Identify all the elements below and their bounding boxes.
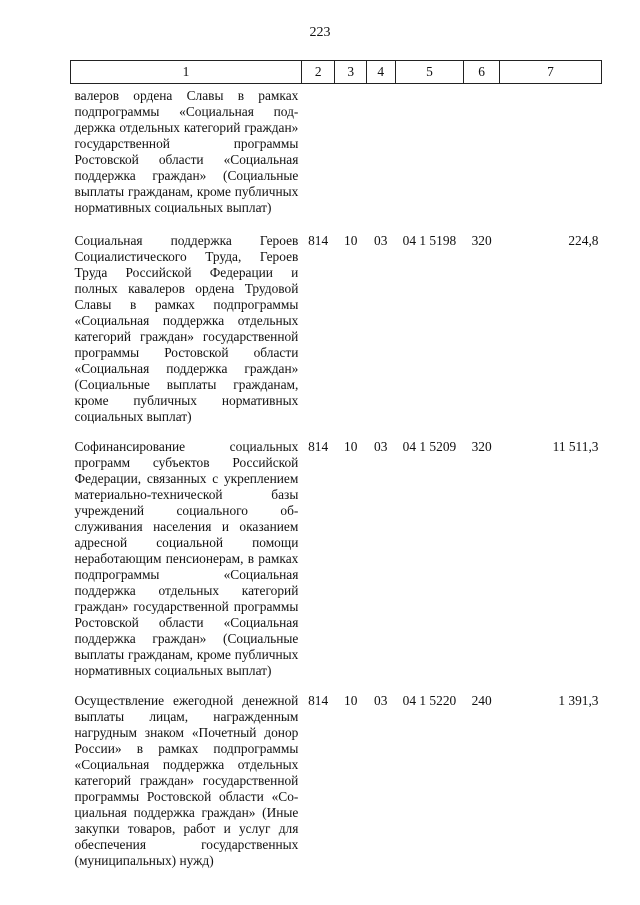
header-col-3: 3	[335, 61, 366, 84]
row-expense-type: 320	[471, 233, 492, 248]
header-col-5: 5	[395, 61, 464, 84]
budget-table	[70, 60, 602, 883]
row-ministry: 814	[308, 439, 329, 454]
row-section: 10	[344, 439, 358, 454]
row-amount: 11 511,3	[552, 439, 599, 454]
header-col-6: 6	[464, 61, 500, 84]
row-expense-type: 240	[471, 693, 492, 708]
row-expense-type	[464, 84, 500, 234]
row-section: 10	[344, 233, 358, 248]
row-target: 04 1 5220	[402, 693, 457, 708]
header-col-1: 1	[71, 61, 302, 84]
row-subsection	[366, 84, 395, 234]
row-description: Осуществление ежегодной денежной выплаты лицам, награжденным нагрудным знаком «Почетный донор России» в рамках подпрограммы «Социальная поддержка отдельных категорий граждан» государственной программы Ростовской области «Социальная поддержка граждан» (Иные закупки товаров, работ и услуг для обеспечения государственных (муниципальных) нужд)	[74, 693, 299, 868]
row-subsection: 03	[374, 233, 388, 248]
table-row	[71, 693, 602, 883]
row-ministry: 814	[308, 693, 329, 708]
row-target	[395, 84, 464, 234]
row-description: валеров ордена Славы в рамках подпрограммы «Социальная поддержка отдельных категорий граждан» государственной программы Ростовской области «Социальная поддержка граждан» (Социальные выплаты гражданам, кроме публичных нормативных социальных выплат)	[74, 88, 299, 215]
header-col-2: 2	[301, 61, 335, 84]
row-ministry	[301, 84, 335, 234]
row-section: 10	[344, 693, 358, 708]
row-subsection: 03	[374, 439, 388, 454]
row-description: Софинансирование социальных программ субъектов Российской Федерации, связанных с укреплением материально-технической базы учреждений социального обслуживания населения и оказанием адресной социальной помощи неработающим пенсионерам, в рамках подпрограммы «Социальная поддержка отдельных категорий граждан» государственной программы Ростовской области «Социальная поддержка граждан» (Социальные выплаты гражданам, кроме публичных нормативных социальных выплат)	[74, 439, 299, 678]
table-row	[71, 84, 602, 234]
header-col-4: 4	[366, 61, 395, 84]
row-amount: 1 391,3	[558, 693, 599, 708]
row-subsection: 03	[374, 693, 388, 708]
row-target: 04 1 5198	[402, 233, 457, 248]
table-row	[71, 439, 602, 693]
row-amount: 224,8	[568, 233, 599, 248]
row-ministry: 814	[308, 233, 329, 248]
header-col-7: 7	[499, 61, 601, 84]
table-header	[71, 61, 602, 84]
row-amount	[499, 84, 601, 234]
row-section	[335, 84, 366, 234]
page-number: 223	[309, 25, 331, 40]
table-row	[71, 233, 602, 439]
row-target: 04 1 5209	[402, 439, 457, 454]
row-expense-type: 320	[471, 439, 492, 454]
row-description: Социальная поддержка Героев Социалистического Труда, Героев Труда Российской Федерации и полных кавалеров ордена Трудовой Славы в рамках подпрограммы «Социальная поддержка отдельных категорий граждан» государственной программы Ростовской области «Социальная поддержка граждан» (Социальные выплаты гражданам, кроме публичных нормативных социальных выплат)	[74, 233, 299, 424]
